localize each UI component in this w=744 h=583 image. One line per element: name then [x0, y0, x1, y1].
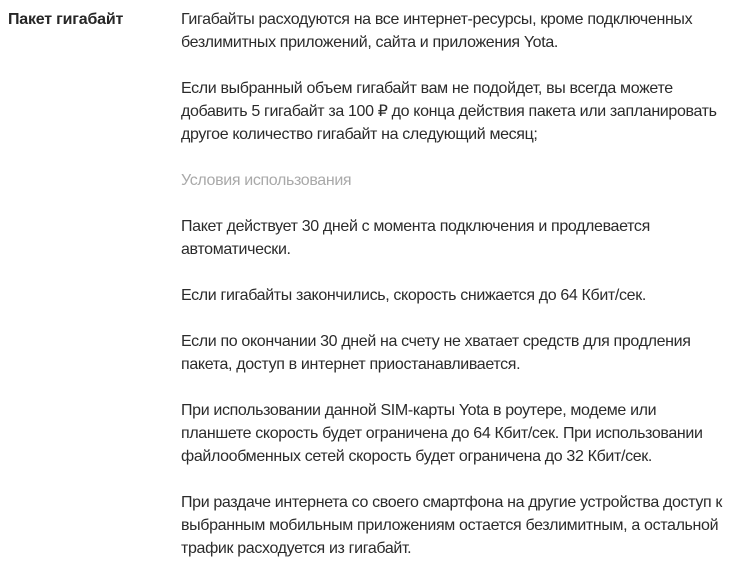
section-label-column: [0, 8, 181, 31]
section-title: Пакет гигабайт: [8, 11, 124, 28]
section-content-column: [181, 8, 723, 583]
paragraph-package-duration: Пакет действует 30 дней с момента подключения и продлевается автоматически.: [181, 218, 650, 258]
paragraph-gigabytes-usage: Гигабайты расходуются на все интернет-ресурсы, кроме подключенных безлимитных приложений, сайта и приложения Yota.: [181, 11, 693, 51]
paragraph-sim-in-router: При использовании данной SIM-карты Yota в роутере, модеме или планшете скорость будет ограничена до 64 Кбит/сек. При использовании файлообменных сетей скорость будет ограничена до 32 Кбит/сек.: [181, 402, 703, 465]
paragraph-insufficient-funds: Если по окончании 30 дней на счету не хватает средств для продления пакета, доступ в интернет приостанавливается.: [181, 333, 691, 373]
paragraph-tethering: При раздаче интернета со своего смартфона на другие устройства доступ к выбранным мобильным приложениям остается безлимитным, а остальной трафик расходуется из гигабайт.: [181, 494, 723, 557]
terms-of-use-subheading: Условия использования: [181, 172, 352, 189]
paragraph-add-gigabytes: Если выбранный объем гигабайт вам не подойдет, вы всегда можете добавить 5 гигабайт за 100 ₽ до конца действия пакета или запланировать другое количество гигабайт на следующий месяц;: [181, 80, 717, 143]
paragraph-speed-reduction: Если гигабайты закончились, скорость снижается до 64 Кбит/сек.: [181, 287, 646, 304]
